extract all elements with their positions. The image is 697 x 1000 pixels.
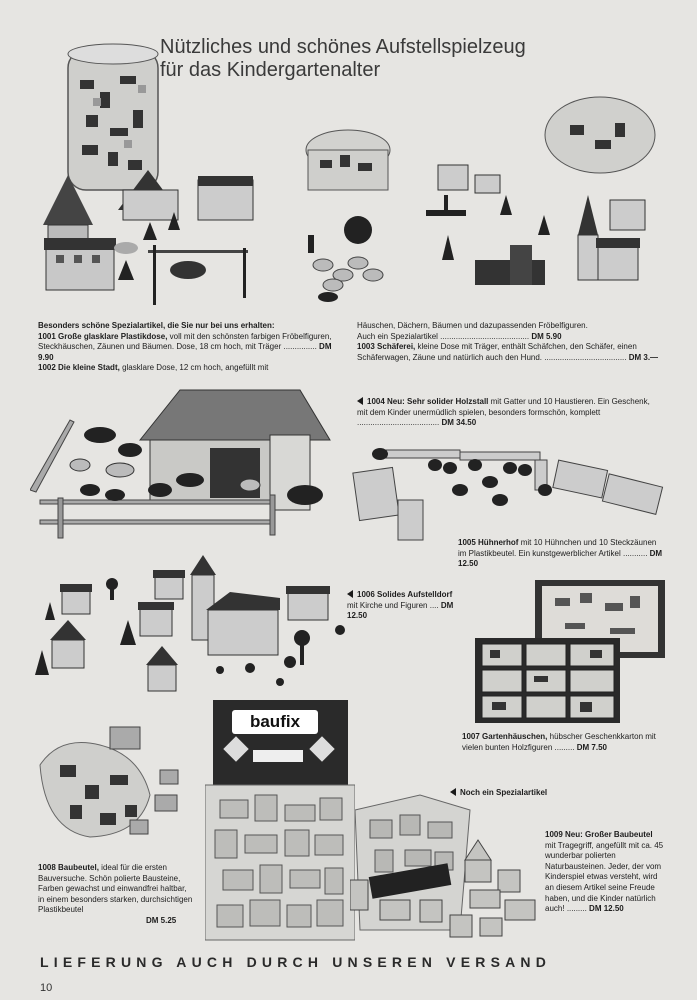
item-1001-number: 1001 — [38, 331, 56, 341]
item-1008-body: ideal für die ersten Bauversuche. Schön polierte Bausteine, Farben gewachst und einwandfrei haltbar, in einem besonders starken, durchsichtigen Plastikbeutel — [38, 863, 193, 915]
item-1003-headline: Schäferei, — [377, 342, 416, 352]
text-block-1004: 1004 Neu: Sehr solider Holzstall mit Gatter und 10 Haustieren. Ein Geschenk, mit dem Kinder unermüdlich spielen, besonders formschön, komplett ..................................... DM 34.50 — [357, 397, 650, 428]
item-1002-continued: Häuschen, Dächern, Bäumen und dazupassenden Fröbelfiguren. — [357, 321, 588, 330]
item-1001-body: voll mit den schönsten farbigen Fröbelfiguren, Steckhäuschen, Zäunen und Bäumen. Dose, 18 cm hoch, mit Träger — [38, 331, 332, 352]
item-1007-price: DM 7.50 — [576, 742, 607, 752]
item-1008-price: DM 5.25 — [146, 915, 177, 925]
photo-chicken-yard — [350, 440, 665, 545]
photo-jar-with-church — [420, 95, 660, 295]
item-1009-price: DM 12.50 — [589, 904, 624, 914]
item-1009-headline: Neu: Großer Baubeutel — [565, 830, 653, 839]
photo-large-jar-with-houses — [38, 40, 288, 310]
footer-banner: LIEFERUNG AUCH DURCH UNSEREN VERSAND — [40, 954, 552, 970]
item-1004-headline: Neu: Sehr solider Holzstall — [387, 397, 489, 406]
text-block-1008 — [38, 863, 193, 927]
item-1006-number: 1006 — [357, 590, 375, 599]
text-block-1001-1002: Besonders schöne Spezialartikel, die Sie nur bei uns erhalten: 1001 Große glasklare Plastikdose, voll mit den schönsten farbigen Fröbelfiguren, Steckhäuschen, Zäunen und Bäumen. Dose, 18 cm hoch, mit Träger ............... DM 9.90 1002 Die kleine Stadt, glasklare Dose, 12 cm hoch, angefüllt mit — [38, 321, 332, 373]
item-1003-price: DM 3.— — [628, 352, 659, 362]
photo-barn-with-animals — [30, 380, 340, 550]
item-1007-body: hübscher Geschenkkarton mit vielen bunten Holzfiguren — [462, 732, 656, 752]
item-1003-body: kleine Dose mit Träger, enthält Schäfchen, den Schäfer, einen Schäferwagen, Zäune und natürlich auch den Hund. — [357, 342, 637, 362]
item-1002-headline: Die kleine Stadt, — [58, 363, 120, 373]
text-block-1005: 1005 Hühnerhof mit 10 Hühnchen und 10 Steckzäunen im Plastikbeutel. Ein kunstgewerblicher Artikel ........... DM 12.50 — [458, 538, 663, 569]
item-1001-price: DM 9.90 — [38, 342, 332, 362]
item-1002-number: 1002 — [38, 363, 56, 373]
text-block-1006: 1006 Solides Aufstelldorf mit Kirche und Figuren .... DM 12.50 — [347, 590, 454, 621]
photo-block-bag-small — [30, 725, 190, 845]
title-line-1: Nützliches und schönes Aufstellspielzeug — [160, 36, 526, 58]
special-note-text: Noch ein Spezialartikel — [460, 788, 548, 797]
item-1001-headline: Große glasklare Plastikdose, — [58, 331, 168, 341]
item-1009-body: mit Tragegriff, angefüllt mit ca. 45 wunderbar polierten Naturbausteinen. Jeder, der vom Kinderspiel etwas versteht, wird an diesem Artikel seine Freude haben, und die Kinder natürlich auch! — [545, 840, 664, 914]
item-1005-body: mit 10 Hühnchen und 10 Steckzäunen im Plastikbeutel. Ein kunstgewerblicher Artikel — [458, 538, 657, 558]
item-1005-number: 1005 — [458, 538, 476, 547]
photo-small-jar-shepherd — [298, 125, 408, 315]
text-block-1002-1003: Häuschen, Dächern, Bäumen und dazupassenden Fröbelfiguren. Auch ein Spezialartikel ........................................ DM 5.90 1003 Schäferei, kleine Dose mit Träger, enthält Schäfchen, den Schäfer, einen Schäferwagen, Zäune und natürlich auch den Hund. ..................................... DM 3.— — [357, 321, 659, 362]
photo-large-block-bag — [350, 790, 540, 945]
title-line-2: für das Kindergartenalter — [160, 59, 381, 81]
intro-line: Besonders schöne Spezialartikel, die Sie nur bei uns erhalten: — [38, 321, 275, 330]
item-1003-number: 1003 — [357, 342, 375, 352]
item-1009-number: 1009 — [545, 830, 563, 839]
item-1004-number: 1004 — [367, 397, 385, 406]
item-1004-price: DM 34.50 — [441, 418, 477, 428]
text-block-1009: 1009 Neu: Großer Baubeutel mit Tragegriff, angefüllt mit ca. 45 wunderbar polierten Naturbausteinen. Jeder, der vom Kinderspiel etwas versteht, wird an diesem Artikel seine Freude haben, und die Kinder natürlich auch! ......... DM 12.50 — [545, 830, 664, 914]
item-1002-price: DM 5.90 — [531, 331, 562, 341]
photo-baufix-bag — [205, 700, 355, 945]
pointer-left-icon — [357, 397, 363, 405]
baufix-logo: baufix — [232, 710, 318, 734]
page-number: 10 — [40, 982, 53, 994]
item-1008-headline: Baubeutel, — [58, 863, 99, 872]
item-1008-number: 1008 — [38, 863, 56, 872]
item-1002-body: glasklare Dose, 12 cm hoch, angefüllt mit — [122, 363, 269, 373]
item-1002-special: Auch ein Spezialartikel — [357, 331, 438, 341]
photo-garden-box — [470, 578, 670, 728]
item-1006-headline: Solides Aufstelldorf — [377, 590, 453, 599]
item-1007-number: 1007 — [462, 732, 480, 741]
item-1004-body: mit Gatter und 10 Haustieren. Ein Geschenk, mit dem Kinder unermüdlich spielen, besonders formschön, komplett — [357, 397, 650, 417]
item-1005-price: DM 12.50 — [458, 548, 663, 569]
photo-village-with-church — [30, 550, 350, 700]
item-1005-headline: Hühnerhof — [478, 538, 519, 547]
pointer-left-icon — [347, 590, 353, 598]
item-1006-body: mit Kirche und Figuren — [347, 600, 428, 610]
text-block-1007: 1007 Gartenhäuschen, hübscher Geschenkkarton mit vielen bunten Holzfiguren ......... DM 7.50 — [462, 732, 656, 752]
item-1007-headline: Gartenhäuschen, — [482, 732, 548, 741]
item-1006-price: DM 12.50 — [347, 600, 454, 621]
